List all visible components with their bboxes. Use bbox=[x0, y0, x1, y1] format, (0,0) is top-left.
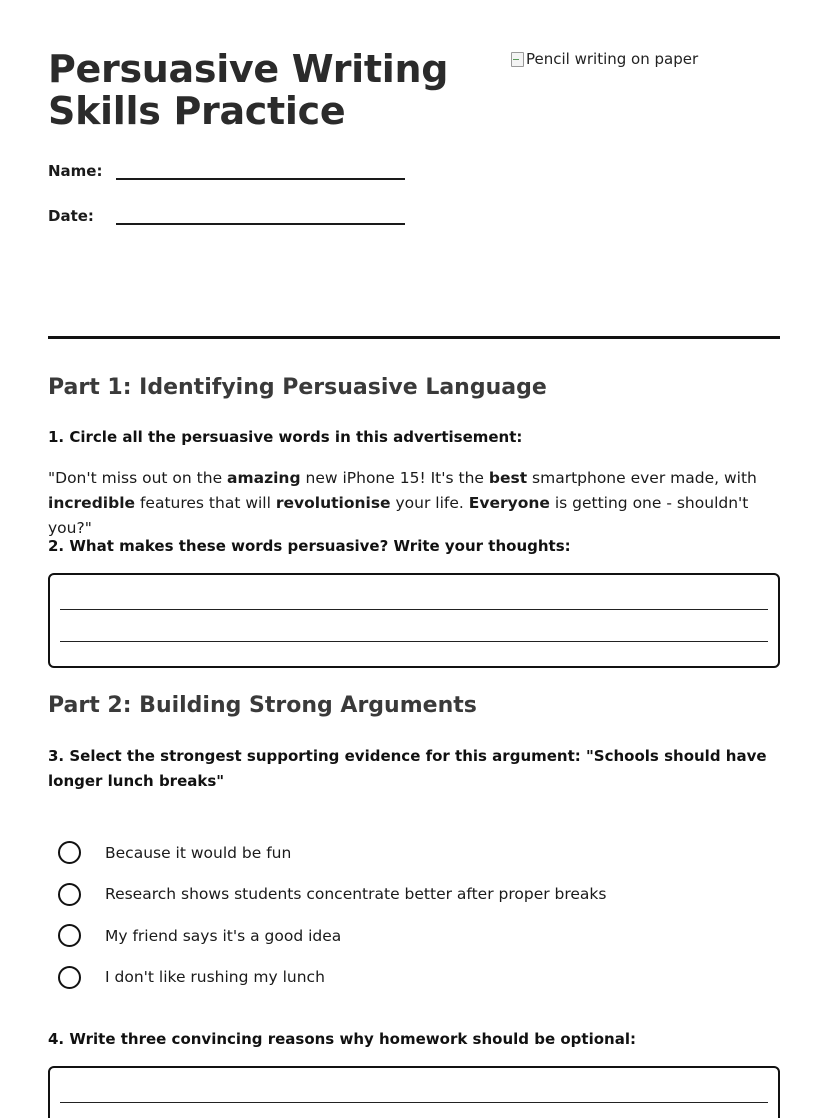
option-label: I don't like rushing my lunch bbox=[105, 968, 325, 987]
advertisement-passage bbox=[48, 466, 780, 541]
date-field bbox=[48, 205, 405, 225]
answer-line bbox=[60, 609, 768, 610]
answer-box-q4[interactable] bbox=[48, 1066, 780, 1118]
answer-line bbox=[60, 641, 768, 642]
radio-button[interactable] bbox=[58, 841, 81, 864]
question-4: 4. Write three convincing reasons why homework should be optional: bbox=[48, 1030, 636, 1048]
passage-text: "Don't miss out on the bbox=[48, 469, 228, 487]
name-field bbox=[48, 160, 405, 180]
part1-heading: Part 1: Identifying Persuasive Language bbox=[48, 375, 547, 400]
answer-box-q2[interactable] bbox=[48, 573, 780, 668]
question-2: 2. What makes these words persuasive? Write your thoughts: bbox=[48, 537, 571, 555]
radio-button[interactable] bbox=[58, 883, 81, 906]
passage-text: your life. bbox=[390, 494, 469, 512]
persuasive-word[interactable]: amazing bbox=[227, 469, 301, 487]
option-label: My friend says it's a good idea bbox=[105, 926, 342, 945]
option-row[interactable] bbox=[58, 874, 758, 916]
date-input-line[interactable] bbox=[116, 205, 405, 225]
evidence-options bbox=[58, 832, 758, 998]
persuasive-word[interactable]: revolutionise bbox=[275, 494, 391, 512]
hero-image bbox=[510, 50, 698, 68]
section-divider bbox=[48, 336, 780, 339]
passage-text: smartphone ever made, with bbox=[527, 469, 757, 487]
hero-image-alt-text: Pencil writing on paper bbox=[526, 50, 699, 68]
option-label: Because it would be fun bbox=[105, 843, 292, 862]
part2-heading: Part 2: Building Strong Arguments bbox=[48, 693, 477, 718]
option-row[interactable] bbox=[58, 915, 758, 957]
passage-text: features that will bbox=[135, 494, 276, 512]
date-label: Date: bbox=[48, 207, 94, 225]
option-label: Research shows students concentrate better after proper breaks bbox=[105, 885, 607, 904]
worksheet-page bbox=[48, 0, 780, 1118]
worksheet-title: Persuasive Writing Skills Practice bbox=[48, 47, 449, 133]
name-input-line[interactable] bbox=[116, 160, 405, 180]
answer-line bbox=[60, 1102, 768, 1103]
question-1: 1. Circle all the persuasive words in this advertisement: bbox=[48, 428, 523, 446]
option-row[interactable] bbox=[58, 832, 758, 874]
passage-text: new iPhone 15! It's the bbox=[300, 469, 489, 487]
persuasive-word[interactable]: Everyone bbox=[468, 494, 550, 512]
radio-button[interactable] bbox=[58, 966, 81, 989]
passage-text: is getting one - shouldn't you?" bbox=[48, 494, 749, 537]
persuasive-word[interactable]: best bbox=[488, 469, 528, 487]
name-label: Name: bbox=[48, 162, 103, 180]
broken-image-icon bbox=[510, 51, 524, 67]
question-3: 3. Select the strongest supporting evidence for this argument: "Schools should have longer lunch breaks" bbox=[48, 747, 767, 790]
radio-button[interactable] bbox=[58, 924, 81, 947]
option-row[interactable] bbox=[58, 957, 758, 999]
persuasive-word[interactable]: incredible bbox=[48, 494, 136, 512]
